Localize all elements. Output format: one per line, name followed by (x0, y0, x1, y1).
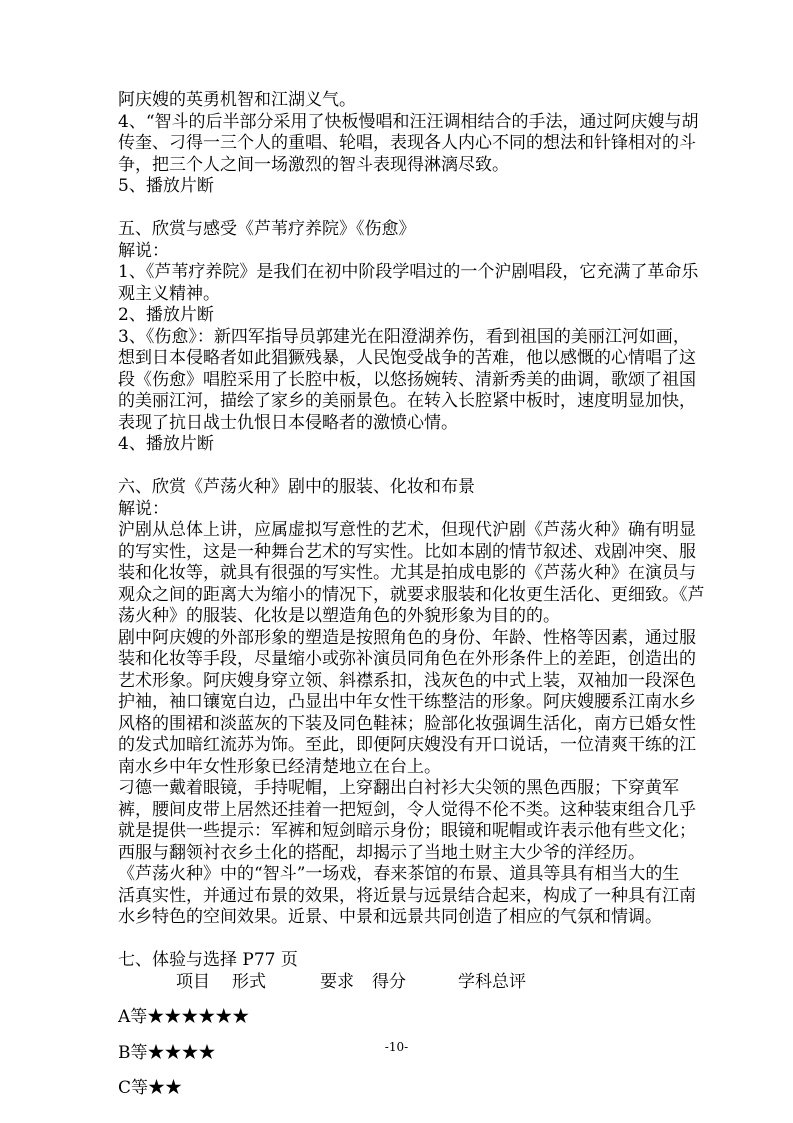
text-line: 观主义精神。 (118, 283, 220, 304)
text-line: 裤，腰间皮带上居然还挂着一把短剑，令人觉得不伦不类。这种装束组合几乎 (118, 799, 696, 820)
text-line: 护袖，袖口镶宽白边，凸显出中年女性干练整洁的形象。阿庆嫂腰系江南水乡 (118, 692, 696, 712)
text-line: 就是提供一些提示：军裤和短剑暗示身份；眼镜和呢帽或许表示他有些文化； (118, 821, 696, 841)
text-line: 段《伤愈》唱腔采用了长腔中板，以悠扬婉转、清新秀美的曲调，歌颂了祖国 (118, 369, 696, 390)
text-line: 沪剧从总体上讲，应属虚拟写意性的艺术，但现代沪剧《芦荡火种》确有明显 (118, 520, 696, 540)
column-header: 得分 (372, 971, 406, 992)
text-line: 5、播放片断 (118, 176, 214, 196)
section-heading: 六、欣赏《芦荡火种》剧中的服装、化妆和布景 (118, 477, 475, 497)
text-line: 的写实性，这是一种舞台艺术的写实性。比如本剧的情节叙述、戏剧冲突、服 (118, 541, 696, 562)
text-line: 争，把三个人之间一场激烈的智斗表现得淋漓尽致。 (118, 154, 509, 175)
grade-c: C等★★ (118, 1078, 183, 1098)
page-number: -10- (384, 1040, 409, 1054)
text-line: 的美丽江河，描绘了家乡的美丽景色。在转入长腔紧中板时，速度明显加快， (118, 391, 696, 411)
text-line: 风格的围裙和淡蓝灰的下装及同色鞋袜；脸部化妆强调生活化，南方已婚女性 (118, 713, 696, 734)
text-line: 的发式加暗红流苏为饰。至此，即便阿庆嫂没有开口说话，一位清爽干练的江 (118, 735, 696, 755)
text-line: 1、《芦苇疗养院》是我们在初中阶段学唱过的一个沪剧唱段，它充满了革命乐 (118, 262, 699, 282)
text-line: 水乡特色的空间效果。近景、中景和远景共同创造了相应的气氛和情调。 (118, 907, 662, 927)
text-line: 刁德一戴着眼镜，手持呢帽，上穿翻出白衬衫大尖领的黑色西服；下穿黄军 (118, 778, 679, 798)
text-line: 装和化妆等，就具有很强的写实性。尤其是拍成电影的《芦荡火种》在演员与 (118, 563, 696, 583)
text-line: 传奎、刁得一三个人的重唱、轮唱，表现各人内心不同的想法和针锋相对的斗 (118, 133, 696, 153)
text-line: 2、播放片断 (118, 305, 214, 325)
grade-a: A等★★★★★★ (118, 1007, 250, 1027)
column-header: 学科总评 (458, 971, 526, 992)
evaluation-table-header (118, 972, 683, 994)
text-line: 3、《伤愈》：新四军指导员郭建光在阳澄湖养伤，看到祖国的美丽江河如画， (118, 326, 690, 347)
grade-b: B等★★★★ (118, 1042, 216, 1063)
text-line: 西服与翻领衬衣乡土化的搭配，却揭示了当地土财主大少爷的洋经历。 (118, 842, 645, 863)
section-5 (118, 219, 699, 456)
text-line: 观众之间的距离大为缩小的情况下，就要求服装和化妆更生活化、更细致。《芦 (118, 584, 705, 605)
section-7 (118, 950, 683, 1100)
text-line: 4、播放片断 (118, 434, 214, 454)
spacer (118, 198, 683, 220)
text-line: 活真实性，并通过布景的效果，将近景与远景结合起来，构成了一种具有江南 (118, 885, 696, 906)
text-line: 荡火种》的服装、化妆是以塑造角色的外貌形象为目的的。 (118, 606, 560, 626)
text-line: 阿庆嫂的英勇机智和江湖义气。 (118, 90, 356, 110)
section-heading: 七、体验与选择 P77 页 (118, 950, 298, 970)
section-heading: 五、欣赏与感受《芦苇疗养院》《伤愈》 (118, 219, 416, 239)
document-body (118, 90, 705, 1114)
text-line: 4、“智斗的后半部分采用了快板慢唱和汪汪调相结合的手法，通过阿庆嫂与胡 (118, 111, 699, 132)
text-line: 南水乡中年女性形象已经清楚地立在台上。 (118, 756, 441, 777)
text-line: 装和化妆等手段，尽量缩小或弥补演员同角色在外形条件上的差距，创造出的 (118, 649, 696, 669)
text-line: 表现了抗日战士仇恨日本侵略者的激愤心情。 (118, 412, 458, 433)
text-line: 解说： (118, 498, 169, 519)
column-header: 要求 (320, 971, 354, 992)
text-line: 解说： (118, 240, 169, 261)
spacer (118, 929, 683, 951)
column-header: 项目 (176, 971, 210, 992)
intro-paragraphs (118, 90, 699, 198)
text-line: 《芦荡火种》中的“智斗”一场戏，春来茶馆的布景、道具等具有相当大的生 (118, 864, 680, 884)
section-6 (118, 477, 705, 929)
text-line: 艺术形象。阿庆嫂身穿立领、斜襟系扣，浅灰色的中式上装，双袖加一段深色 (118, 670, 696, 691)
spacer (118, 456, 683, 478)
text-line: 剧中阿庆嫂的外部形象的塑造是按照角色的身份、年龄、性格等因素，通过服 (118, 627, 696, 648)
column-header: 形式 (232, 971, 266, 992)
text-line: 想到日本侵略者如此猖獗残暴，人民饱受战争的苦难，他以感慨的心情唱了这 (118, 348, 696, 368)
